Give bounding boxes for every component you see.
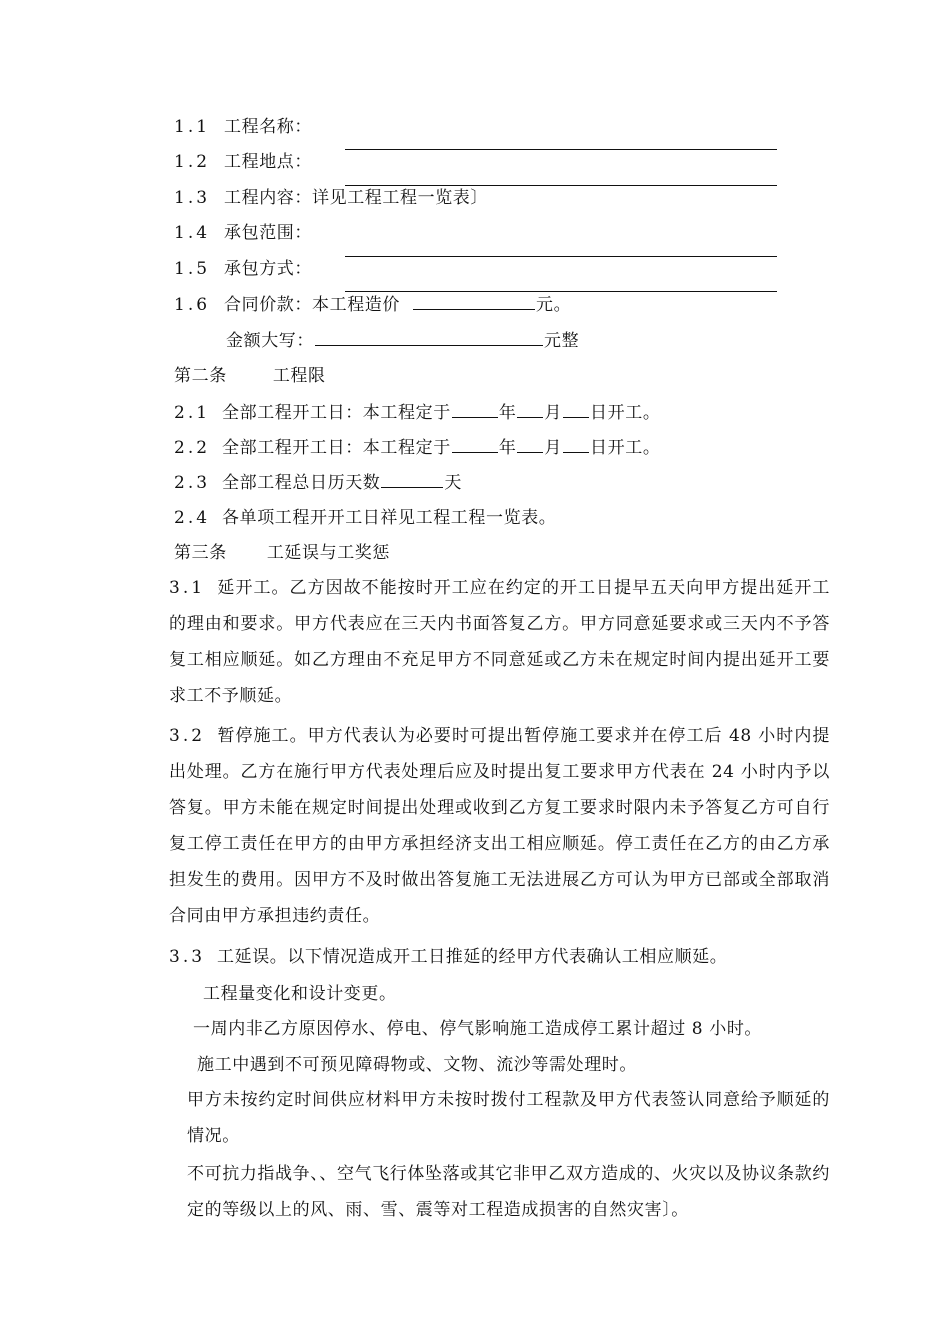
article-number: 第二条 xyxy=(174,366,227,386)
paragraph-3-3 xyxy=(169,946,727,968)
sub-item-4 xyxy=(125,1082,830,1154)
item-number: 2.4 xyxy=(174,508,211,528)
item-1-4 xyxy=(174,222,312,244)
item-2-1 xyxy=(174,401,660,424)
year-blank xyxy=(452,401,498,418)
item-2-3 xyxy=(174,471,462,494)
sub-item-text: 一周内非乙方原因停水、停电、停气影响施工造成停工累计超过 8 小时。 xyxy=(193,1019,763,1039)
sub-item-3 xyxy=(197,1054,637,1076)
item-number: 3.2 xyxy=(169,726,206,746)
blank-line-method xyxy=(345,291,777,292)
item-1-1 xyxy=(174,116,312,138)
blank-line-location xyxy=(345,185,777,186)
day-blank xyxy=(563,436,589,453)
item-1-5 xyxy=(174,258,312,280)
amount-label: 金额大写： xyxy=(226,331,314,351)
item-label: 工程内容：详见工程工程一览表〕 xyxy=(224,188,488,208)
blank-line-scope xyxy=(345,256,777,257)
price-label: 合同价款：本工程造价 xyxy=(224,295,400,315)
amount-blank xyxy=(315,329,543,346)
item-number: 1.5 xyxy=(174,259,211,279)
month-blank xyxy=(517,436,543,453)
sub-item-text: 不可抗力指战争、、空气飞行体坠落或其它非甲乙双方造成的、火灾以及协议条款约定的等级以上的风、雨、雪、震等对工程造成损害的自然灾害〕。 xyxy=(187,1164,830,1220)
sub-item-text: 工程量变化和设计变更。 xyxy=(203,984,397,1004)
month-blank xyxy=(517,401,543,418)
item-2-2 xyxy=(174,436,660,459)
item-1-3 xyxy=(174,187,488,209)
amount-unit: 元整 xyxy=(544,331,580,351)
sub-item-text: 甲方未按约定时间供应材料甲方未按时拨付工程款及甲方代表签认同意给予顺延的情况。 xyxy=(187,1090,830,1146)
article-2-heading xyxy=(174,365,326,387)
day-label: 日开工。 xyxy=(590,438,661,458)
item-number: 1.4 xyxy=(174,223,211,243)
item-number: 1.1 xyxy=(174,117,211,137)
item-label: 承包范围： xyxy=(224,223,312,243)
article-title: 工延误与工奖惩 xyxy=(266,543,391,563)
item-1-6 xyxy=(174,293,571,316)
day-label: 日开工。 xyxy=(590,403,661,423)
paragraph-text: 延开工。乙方因故不能按时开工应在约定的开工日提早五天向甲方提出延开工的理由和要求。甲方代表应在三天内书面答复乙方。甲方同意延要求或三天内不予答复工相应顺延。如乙方理由不充足甲方不同意延或乙方未在规定时间内提出延开工要求工不予顺延。 xyxy=(169,578,830,706)
item-number: 1.3 xyxy=(174,188,211,208)
day-blank xyxy=(563,401,589,418)
item-label: 工程名称： xyxy=(224,117,312,137)
item-1-2 xyxy=(174,151,312,173)
paragraph-3-1 xyxy=(125,570,830,714)
price-unit: 元。 xyxy=(536,295,572,315)
item-number: 3.3 xyxy=(169,947,206,967)
item-number: 2.2 xyxy=(174,438,211,458)
item-label: 承包方式： xyxy=(224,259,312,279)
item-label: 工程地点： xyxy=(224,152,312,172)
article-number: 第三条 xyxy=(174,543,227,563)
item-text: 全部工程开工日：本工程定于 xyxy=(222,438,451,458)
sub-item-2 xyxy=(193,1018,762,1040)
item-number: 2.1 xyxy=(174,403,211,423)
year-label: 年 xyxy=(498,438,517,458)
item-text: 全部工程开工日：本工程定于 xyxy=(222,403,451,423)
sub-item-1 xyxy=(203,983,397,1005)
price-blank xyxy=(413,293,535,310)
item-text: 全部工程总日历天数 xyxy=(222,473,381,493)
item-number: 2.3 xyxy=(174,473,211,493)
days-blank xyxy=(381,471,443,488)
sub-item-5 xyxy=(125,1156,830,1228)
blank-line-name xyxy=(345,149,777,150)
year-label: 年 xyxy=(498,403,517,423)
month-label: 月 xyxy=(544,438,563,458)
article-3-heading xyxy=(174,542,390,564)
days-unit: 天 xyxy=(444,473,463,493)
article-title: 工程限 xyxy=(272,366,326,386)
item-number: 1.2 xyxy=(174,152,211,172)
item-number: 1.6 xyxy=(174,295,211,315)
item-text: 各单项工程开开工日祥见工程工程一览表。 xyxy=(222,508,557,528)
item-number: 3.1 xyxy=(169,578,206,598)
paragraph-3-2 xyxy=(125,718,830,934)
paragraph-text: 工延误。以下情况造成开工日推延的经甲方代表确认工相应顺延。 xyxy=(217,947,728,967)
year-blank xyxy=(452,436,498,453)
sub-item-text: 施工中遇到不可预见障碍物或、文物、流沙等需处理时。 xyxy=(197,1055,637,1075)
amount-in-words xyxy=(226,329,579,352)
paragraph-text: 暂停施工。甲方代表认为必要时可提出暂停施工要求并在停工后 48 小时内提出处理。乙方在施行甲方代表处理后应及时提出复工要求甲方代表在 24 小时内予以答复。甲方未能在规定时间提出处理或收到乙方复工要求时限内未予答复乙方可自行复工停工责任在甲方的由甲方承担经济支出工相应顺延。停工责任在乙方的由乙方承担发生的费用。因甲方不及时做出答复施工无法进展乙方可认为甲方已部或全部取消合同由甲方承担违约责任。 xyxy=(169,726,830,926)
month-label: 月 xyxy=(544,403,563,423)
item-2-4 xyxy=(174,507,556,529)
